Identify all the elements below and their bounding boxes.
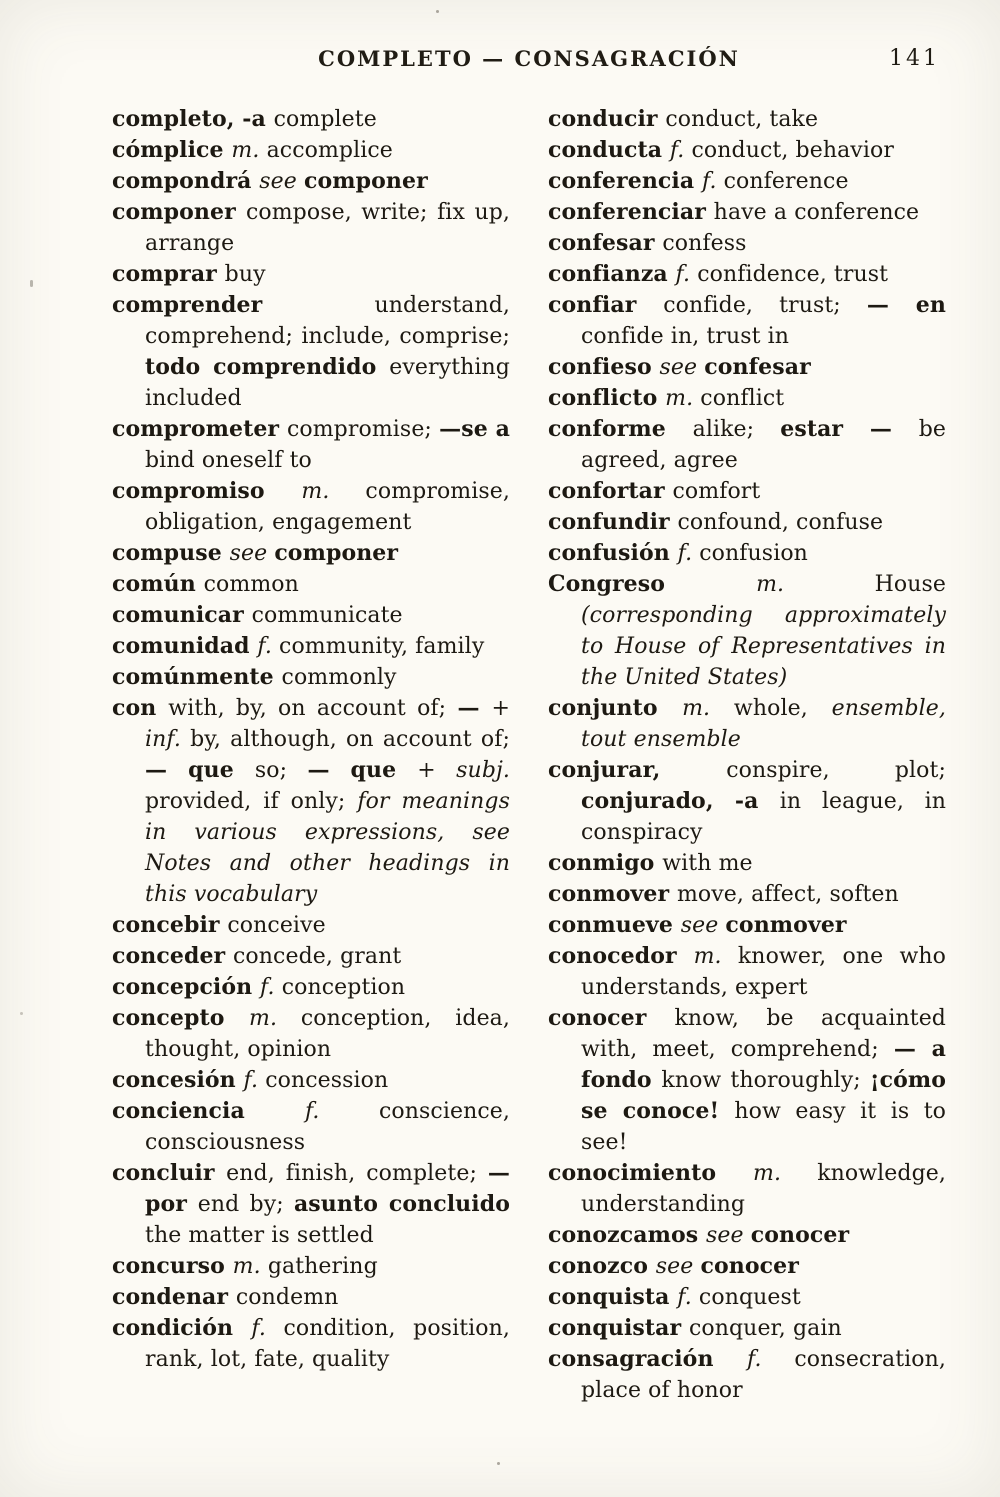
dictionary-entry xyxy=(548,1003,946,1158)
dictionary-entry xyxy=(112,941,510,972)
entry-text: — xyxy=(457,695,492,721)
entry-text: know, be acquainted with, meet, comprehend; xyxy=(581,1006,946,1062)
entry-text: m. xyxy=(752,1161,818,1186)
dictionary-entry xyxy=(112,290,510,414)
dictionary-entry xyxy=(548,476,946,507)
entry-text: conception, idea, thought, opinion xyxy=(145,1006,510,1062)
entry-text: f. xyxy=(677,541,700,566)
headword: conozcamos xyxy=(548,1222,706,1248)
dictionary-entry xyxy=(548,228,946,259)
entry-text: — a fondo xyxy=(581,1036,946,1093)
dictionary-entry xyxy=(548,197,946,228)
headword: conforme xyxy=(548,416,693,442)
headword: comprar xyxy=(112,261,225,287)
headword: conmover xyxy=(548,881,677,907)
entry-text: conference xyxy=(723,169,849,194)
entry-text: conscience, consciousness xyxy=(145,1099,510,1155)
headword: conmigo xyxy=(548,850,663,876)
entry-text: confidence, trust xyxy=(697,262,889,287)
entry-text: be agreed, agree xyxy=(581,417,946,473)
entry-text: f. xyxy=(675,262,698,287)
entry-text: m. xyxy=(301,479,366,504)
entry-text: provided, if only; xyxy=(145,789,358,814)
entry-text: m. xyxy=(231,138,267,163)
entry-text: conspire, plot; xyxy=(726,758,946,783)
headword: confianza xyxy=(548,261,676,287)
headword: Congreso xyxy=(548,571,757,597)
dictionary-entry xyxy=(548,259,946,290)
entry-text: m. xyxy=(232,1254,268,1279)
entry-text: understand, comprehend; include, comprise; xyxy=(145,293,510,349)
dictionary-entry xyxy=(112,538,510,569)
headword: conducta xyxy=(548,137,670,163)
entry-text: end by; xyxy=(197,1192,294,1217)
entry-text: — por xyxy=(145,1160,510,1217)
entry-text: conflict xyxy=(700,386,785,411)
entry-text: —se a xyxy=(439,416,510,442)
entry-text: m. xyxy=(693,944,738,969)
entry-text: inf. xyxy=(145,727,191,752)
dictionary-entry xyxy=(548,1344,946,1406)
entry-text: compromise; xyxy=(286,417,440,442)
headword: comprometer xyxy=(112,416,287,442)
headword: compuse xyxy=(112,540,230,566)
running-title: COMPLETO — CONSAGRACIÓN xyxy=(318,46,740,71)
dictionary-entry xyxy=(112,662,510,693)
entry-text: bind oneself to xyxy=(145,448,312,473)
dictionary-entry xyxy=(548,1220,946,1251)
entry-text: ensemble, tout ensemble xyxy=(581,696,946,752)
headword: conciencia xyxy=(112,1098,305,1124)
headword: concurso xyxy=(112,1253,233,1279)
entry-text: see xyxy=(229,541,275,566)
headword: confusión xyxy=(548,540,678,566)
dictionary-entry xyxy=(548,848,946,879)
left-column xyxy=(112,104,510,1406)
headword: conocimiento xyxy=(548,1160,753,1186)
entry-text: estar — xyxy=(780,416,919,442)
entry-text: so; xyxy=(254,758,308,783)
entry-text: conocer xyxy=(750,1222,850,1248)
headword: conferencia xyxy=(548,168,702,194)
dictionary-entry xyxy=(112,135,510,166)
headword: confieso xyxy=(548,354,660,380)
dictionary-entry xyxy=(548,135,946,166)
dictionary-columns xyxy=(112,104,946,1406)
headword: conquistar xyxy=(548,1315,689,1341)
dictionary-entry xyxy=(112,910,510,941)
entry-text: confide in, trust in xyxy=(581,324,790,349)
dictionary-entry xyxy=(112,476,510,538)
entry-text: subj. xyxy=(456,758,511,783)
entry-text: conduct, behavior xyxy=(691,138,894,163)
headword: conocedor xyxy=(548,943,694,969)
dictionary-entry xyxy=(112,972,510,1003)
entry-text: conocer xyxy=(700,1253,799,1279)
dictionary-entry xyxy=(112,631,510,662)
print-speck xyxy=(30,280,33,287)
entry-text: confesar xyxy=(704,354,811,380)
dictionary-entry xyxy=(548,414,946,476)
entry-text: conduct, take xyxy=(665,107,819,132)
dictionary-entry xyxy=(112,1158,510,1251)
headword: conjurar, xyxy=(548,757,727,783)
entry-text: accomplice xyxy=(266,138,393,163)
entry-text: m. xyxy=(756,572,875,597)
headword: concebir xyxy=(112,912,228,938)
entry-text: f. xyxy=(260,975,282,1000)
entry-text: House xyxy=(874,572,946,597)
headword: común xyxy=(112,571,204,597)
entry-text: with me xyxy=(662,851,753,876)
dictionary-entry xyxy=(548,693,946,755)
dictionary-entry xyxy=(548,383,946,414)
dictionary-entry xyxy=(548,1158,946,1220)
entry-text: common xyxy=(203,572,299,597)
dictionary-entry xyxy=(112,197,510,259)
entry-text: see xyxy=(680,913,726,938)
entry-text: confess xyxy=(662,231,747,256)
entry-text: confound, confuse xyxy=(677,510,884,535)
headword: consagración xyxy=(548,1346,748,1372)
headword: confesar xyxy=(548,230,663,256)
dictionary-entry xyxy=(112,1096,510,1158)
entry-text: gathering xyxy=(267,1254,378,1279)
entry-text: f. xyxy=(243,1068,266,1093)
dictionary-entry xyxy=(112,693,510,910)
entry-text: condition, position, rank, lot, fate, quality xyxy=(145,1316,510,1372)
dictionary-entry xyxy=(112,1313,510,1375)
page-number: 141 xyxy=(889,46,940,71)
dictionary-entry xyxy=(548,104,946,135)
entry-text: f. xyxy=(747,1347,795,1372)
entry-text: see xyxy=(705,1223,751,1248)
dictionary-entry xyxy=(112,569,510,600)
right-column xyxy=(548,104,946,1406)
headword: confiar xyxy=(548,292,664,318)
entry-text: buy xyxy=(224,262,266,287)
entry-text: — en xyxy=(866,292,946,318)
dictionary-entry xyxy=(112,414,510,476)
dictionary-entry xyxy=(548,166,946,197)
headword: conducir xyxy=(548,106,666,132)
dictionary-entry xyxy=(112,1251,510,1282)
dictionary-entry xyxy=(548,507,946,538)
dictionary-entry xyxy=(548,1251,946,1282)
headword: conquista xyxy=(548,1284,678,1310)
headword: comunidad xyxy=(112,633,258,659)
headword: con xyxy=(112,695,169,721)
entry-text: condemn xyxy=(235,1285,339,1310)
entry-text: asunto concluido xyxy=(293,1191,510,1217)
dictionary-entry xyxy=(112,1003,510,1065)
headword: comprender xyxy=(112,292,375,318)
entry-text: everything included xyxy=(145,355,510,411)
entry-text: end, finish, complete; xyxy=(226,1161,488,1186)
entry-text: compose, write; fix up, arrange xyxy=(145,200,510,256)
headword: confundir xyxy=(548,509,678,535)
entry-text: confide, trust; xyxy=(663,293,867,318)
entry-text: conquest xyxy=(698,1285,801,1310)
headword: conflicto xyxy=(548,385,666,411)
entry-text: concede, grant xyxy=(233,944,402,969)
dictionary-entry xyxy=(548,352,946,383)
dictionary-entry xyxy=(548,941,946,1003)
entry-text: f. xyxy=(251,1316,284,1341)
dictionary-entry xyxy=(548,1282,946,1313)
entry-text: see xyxy=(659,355,705,380)
entry-text: move, affect, soften xyxy=(676,882,899,907)
entry-text: conceive xyxy=(227,913,326,938)
entry-text: alike; xyxy=(692,417,781,442)
headword: completo, -a xyxy=(112,106,274,132)
entry-text: know thoroughly; xyxy=(661,1068,870,1093)
entry-text: f. xyxy=(669,138,692,163)
entry-text: + xyxy=(417,758,457,783)
headword: comunicar xyxy=(112,602,252,628)
entry-text: communicate xyxy=(251,603,403,628)
headword: conmueve xyxy=(548,912,681,938)
headword: concepto xyxy=(112,1005,249,1031)
headword: concesión xyxy=(112,1067,244,1093)
dictionary-entry xyxy=(112,600,510,631)
dictionary-entry xyxy=(112,1065,510,1096)
entry-text: f. xyxy=(701,169,724,194)
entry-text: how easy it is to see! xyxy=(581,1099,946,1155)
entry-text: have a conference xyxy=(713,200,920,225)
entry-text: conmover xyxy=(725,912,847,938)
entry-text: conquer, gain xyxy=(688,1316,842,1341)
entry-text: (corresponding approximately to House of Representatives in the United States) xyxy=(581,603,946,690)
entry-text: + xyxy=(491,696,511,721)
entry-text: consecration, place of honor xyxy=(581,1347,946,1403)
entry-text: conjurado, -a xyxy=(581,788,780,814)
headword: cómplice xyxy=(112,137,232,163)
dictionary-entry xyxy=(548,879,946,910)
entry-text: see xyxy=(655,1254,701,1279)
headword: componer xyxy=(112,199,246,225)
headword: conocer xyxy=(548,1005,675,1031)
entry-text: see xyxy=(259,169,305,194)
headword: compromiso xyxy=(112,478,302,504)
entry-text: whole, xyxy=(733,696,832,721)
print-speck xyxy=(436,10,439,13)
dictionary-entry xyxy=(548,290,946,352)
entry-text: — que xyxy=(145,757,255,783)
entry-text: m. xyxy=(248,1006,301,1031)
entry-text: compromise, obligation, engagement xyxy=(145,479,510,535)
entry-text: f. xyxy=(677,1285,699,1310)
headword: condición xyxy=(112,1315,252,1341)
entry-text: f. xyxy=(304,1099,379,1124)
entry-text: for meanings in various expressions, see Notes and other headings in this vocabulary xyxy=(145,789,510,907)
headword: condenar xyxy=(112,1284,236,1310)
entry-text: confusion xyxy=(699,541,808,566)
entry-text: m. xyxy=(682,696,734,721)
headword: concluir xyxy=(112,1160,227,1186)
entry-text: — que xyxy=(307,757,418,783)
dictionary-entry xyxy=(548,910,946,941)
entry-text: by, although, on account of; xyxy=(190,727,510,752)
entry-text: concession xyxy=(265,1068,389,1093)
headword: compondrá xyxy=(112,168,260,194)
entry-text: in league, in conspiracy xyxy=(581,789,947,845)
entry-text: comfort xyxy=(672,479,761,504)
dictionary-entry xyxy=(548,569,946,693)
dictionary-entry xyxy=(548,538,946,569)
entry-text: knower, one who understands, expert xyxy=(581,944,947,1000)
entry-text: f. xyxy=(257,634,280,659)
entry-text: the matter is settled xyxy=(145,1223,374,1248)
headword: comúnmente xyxy=(112,664,282,690)
entry-text: community, family xyxy=(279,634,485,659)
dictionary-entry xyxy=(112,104,510,135)
print-speck xyxy=(20,1012,23,1015)
dictionary-entry xyxy=(112,259,510,290)
entry-text: conception xyxy=(281,975,406,1000)
headword: conjunto xyxy=(548,695,683,721)
entry-text: componer xyxy=(274,540,399,566)
entry-text: commonly xyxy=(281,665,397,690)
headword: conferenciar xyxy=(548,199,714,225)
dictionary-entry xyxy=(112,1282,510,1313)
headword: concepción xyxy=(112,974,261,1000)
entry-text: componer xyxy=(304,168,428,194)
headword: conceder xyxy=(112,943,233,969)
print-speck xyxy=(497,1462,500,1465)
headword: conozco xyxy=(548,1253,656,1279)
dictionary-entry xyxy=(548,1313,946,1344)
entry-text: complete xyxy=(273,107,377,132)
entry-text: with, by, on account of; xyxy=(168,696,458,721)
dictionary-entry xyxy=(548,755,946,848)
entry-text: m. xyxy=(665,386,701,411)
entry-text: knowledge, understanding xyxy=(581,1161,946,1217)
dictionary-entry xyxy=(112,166,510,197)
entry-text: ¡cómo se conoce! xyxy=(581,1067,947,1124)
headword: confortar xyxy=(548,478,673,504)
page-header xyxy=(112,46,946,78)
entry-text: todo comprendido xyxy=(145,354,390,380)
